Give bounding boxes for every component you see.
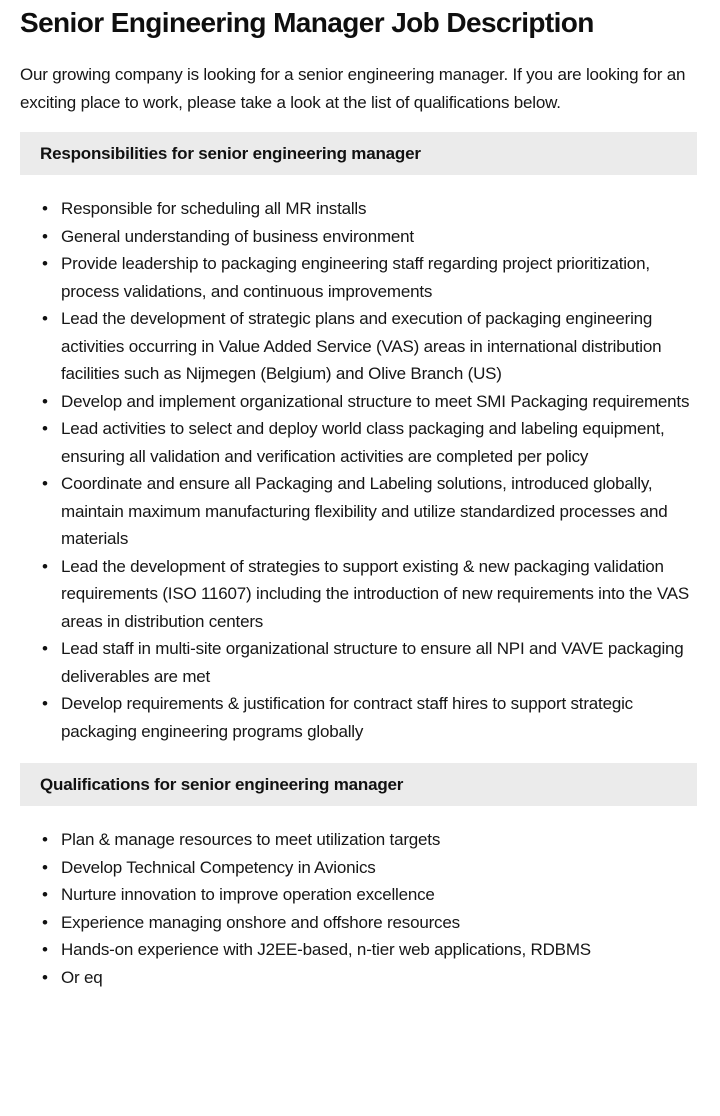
list-item: • Provide leadership to packaging engineering staff regarding project prioritization, process validations, and continuous improvements [20,250,697,305]
list-item: • Plan & manage resources to meet utilization targets [20,826,697,854]
responsibilities-section-heading: Responsibilities for senior engineering manager [20,132,697,175]
intro-paragraph: Our growing company is looking for a senior engineering manager. If you are looking for an exciting place to work, please take a look at the list of qualifications below. [20,65,686,112]
list-item: • Lead activities to select and deploy world class packaging and labeling equipment, ensuring all validation and verification activities are completed per policy [20,415,697,470]
qualifications-section-heading: Qualifications for senior engineering manager [20,763,697,806]
page-title: Senior Engineering Manager Job Description [20,7,594,38]
section-qualifications [20,763,697,991]
list-item: • General understanding of business environment [20,223,697,251]
list-item: • Develop and implement organizational structure to meet SMI Packaging requirements [20,388,697,416]
list-item: • Coordinate and ensure all Packaging and Labeling solutions, introduced globally, maintain maximum manufacturing flexibility and utilize standardized processes and materials [20,470,697,553]
section-responsibilities [20,132,697,745]
list-item: • Develop requirements & justification for contract staff hires to support strategic packaging engineering programs globally [20,690,697,745]
responsibilities-list [20,195,697,745]
list-item: • Hands-on experience with J2EE-based, n-tier web applications, RDBMS [20,936,697,964]
list-item: • Responsible for scheduling all MR installs [20,195,697,223]
list-item: • Lead the development of strategies to support existing & new packaging validation requirements (ISO 11607) including the introduction of new requirements into the VAS areas in distribution centers [20,553,697,636]
job-description-page [0,6,720,991]
list-item: • Lead the development of strategic plans and execution of packaging engineering activities occurring in Value Added Service (VAS) areas in international distribution facilities such as Nijmegen (Belgium) and Olive Branch (US) [20,305,697,388]
qualifications-list [20,826,697,991]
list-item: • Or eq [20,964,697,992]
list-item: • Develop Technical Competency in Avionics [20,854,697,882]
list-item: • Lead staff in multi-site organizational structure to ensure all NPI and VAVE packaging deliverables are met [20,635,697,690]
list-item: • Experience managing onshore and offshore resources [20,909,697,937]
list-item: • Nurture innovation to improve operation excellence [20,881,697,909]
